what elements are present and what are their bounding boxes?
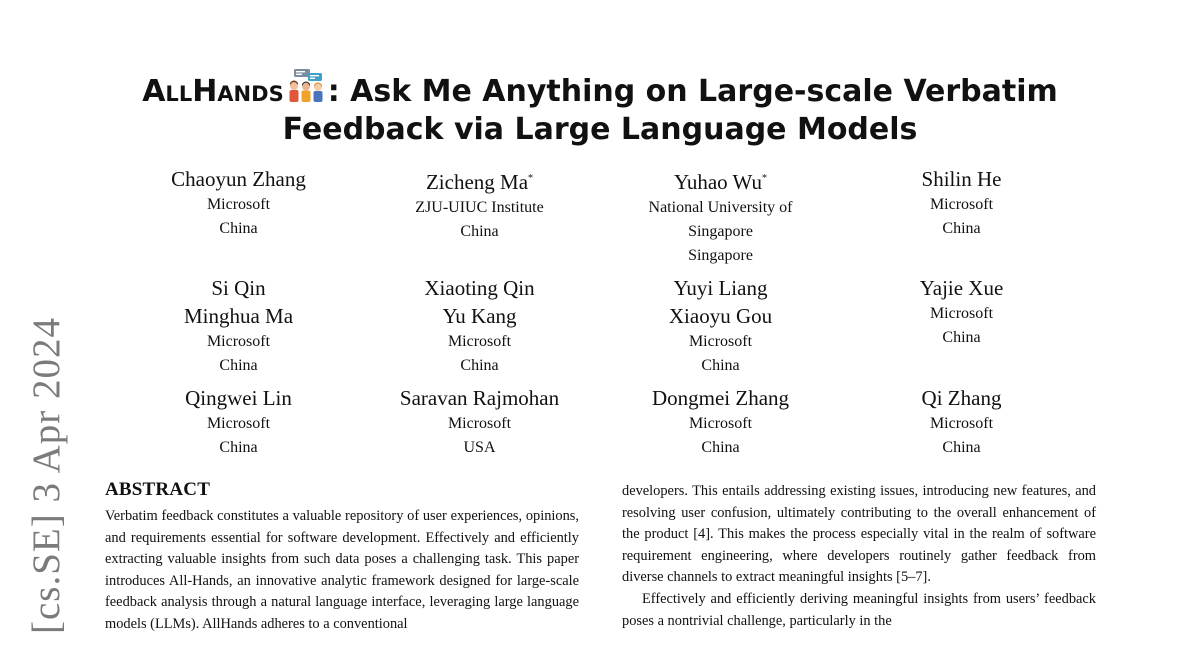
author-block [359, 165, 600, 268]
abstract-text: Verbatim feedback constitutes a valuable repository of user experiences, opinions, and requirements essential for software development. Effectively and efficiently extracting valuable insights from such data poses a challenging task. This paper introduces All-Hands, an innovative analytic framework designed for large-scale feedback analysis through a natural language interface, leveraging large language models (LLMs). AllHands adheres to a conventional [105, 508, 579, 632]
title-line-2: Feedback via Large Language Models [282, 112, 918, 147]
author-country: China [942, 439, 981, 456]
people-chat-icon [286, 68, 326, 104]
author-block [359, 384, 600, 460]
intro-paragraph: developers. This entails addressing existing issues, introducing new features, and resolving user confusion, ultimately contributing to the overall enhancement of the product [4]. This makes the process especially vital in the realm of software requirement engineering, where developers routinely gather feedback from diverse channels to extract meaningful insights [5–7]. [622, 483, 1096, 586]
paper-title [0, 68, 1200, 149]
author-block [118, 274, 359, 378]
author-affiliation: National University of [648, 199, 793, 216]
abstract-heading: ABSTRACT [105, 479, 211, 500]
author-country: USA [463, 439, 496, 456]
author-affiliation: Microsoft [206, 415, 271, 432]
arxiv-side-stamp: [cs.SE] 3 Apr 2024 [25, 317, 68, 634]
author-country: China [219, 357, 258, 374]
author-name: Saravan Rajmohan [399, 386, 560, 410]
author-name: Si Qin [211, 276, 266, 300]
author-name: Shilin He [921, 167, 1002, 191]
author-block [841, 384, 1082, 460]
author-name: Chaoyun Zhang [171, 167, 306, 191]
equal-contribution-mark: * [762, 173, 767, 184]
equal-contribution-mark: * [528, 173, 534, 184]
title-brand: AllHands [142, 74, 284, 109]
author-name: Yajie Xue [919, 276, 1004, 300]
author-affiliation: Microsoft [447, 333, 512, 350]
author-name: Qi Zhang [921, 386, 1002, 410]
intro-column [622, 481, 1096, 632]
author-name: Qingwei Lin [185, 386, 292, 410]
intro-paragraph: Effectively and efficiently deriving meaningful insights from users’ feedback poses a nontrivial challenge, particularly in the [622, 590, 1096, 629]
author-name: Xiaoting Qin [424, 276, 535, 300]
author-block [600, 384, 841, 460]
author-country: China [701, 357, 740, 374]
author-country: China [460, 223, 499, 240]
title-after-brand: : Ask Me Anything on Large-scale Verbatim [327, 74, 1058, 109]
author-name: Yu Kang [442, 304, 517, 328]
author-affiliation: Microsoft [206, 196, 271, 213]
author-name: Minghua Ma [183, 304, 294, 328]
author-country: China [219, 439, 258, 456]
author-country: China [942, 329, 981, 346]
author-affiliation: Singapore [688, 223, 753, 240]
title-line-1 [0, 68, 1200, 111]
author-affiliation: Microsoft [929, 305, 994, 322]
author-affiliation: Microsoft [929, 415, 994, 432]
author-affiliation: Microsoft [688, 333, 753, 350]
author-affiliation: Microsoft [447, 415, 512, 432]
author-name: Dongmei Zhang [651, 386, 790, 410]
author-name: Yuyi Liang [673, 276, 768, 300]
author-country: China [942, 220, 981, 237]
author-country: China [460, 357, 499, 374]
author-block [118, 384, 359, 460]
author-name: Xiaoyu Gou [668, 304, 773, 328]
author-affiliation: Microsoft [206, 333, 271, 350]
author-grid [118, 165, 1082, 460]
author-block [600, 274, 841, 378]
abstract-column [105, 479, 579, 636]
author-affiliation: Microsoft [688, 415, 753, 432]
author-country: Singapore [688, 247, 753, 264]
author-block [118, 165, 359, 268]
author-block [359, 274, 600, 378]
author-country: China [219, 220, 258, 237]
author-block [841, 165, 1082, 268]
author-affiliation: Microsoft [929, 196, 994, 213]
author-name: Yuhao Wu* [673, 170, 767, 194]
author-name: Zicheng Ma* [425, 170, 534, 194]
author-affiliation: ZJU-UIUC Institute [415, 199, 544, 216]
author-country: China [701, 439, 740, 456]
author-block [841, 274, 1082, 378]
author-block [600, 165, 841, 268]
